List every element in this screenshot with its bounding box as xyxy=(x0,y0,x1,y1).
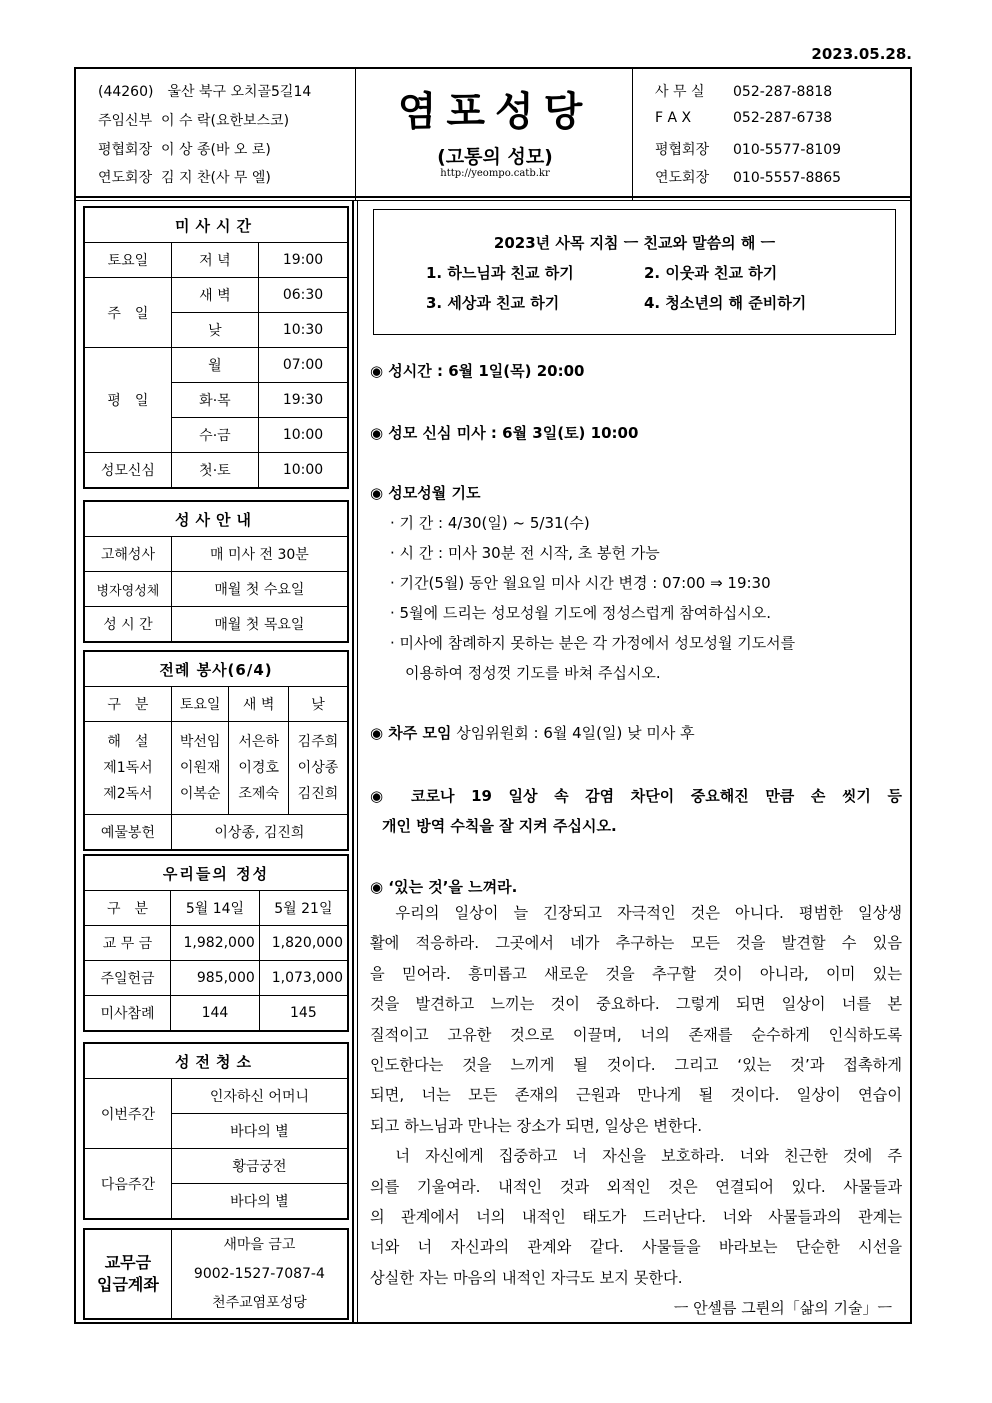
notice-detail: · 시 간 : 미사 30분 전 시작, 초 봉헌 가능 xyxy=(390,544,660,562)
saturday-label: 토요일 xyxy=(84,243,171,278)
notice-covid: ◉ 코로나 19 일상 속 감염 차단이 중요해진 만큼 손 씻기 등 xyxy=(370,787,902,805)
offerings-caption: 우리들의 정성 xyxy=(84,855,348,891)
header-divider-left xyxy=(355,67,356,200)
liturgy-roles xyxy=(84,722,171,815)
contact-fax xyxy=(655,110,832,126)
reflection-line: 너 자신에게 집중하고 너 자신을 보호하라. 너와 친근한 것에 주 xyxy=(370,1147,902,1166)
weekday-time: 10:00 xyxy=(259,418,348,453)
liturgy-header: 구 분 xyxy=(84,687,171,722)
reflection-source: ㅡ 안셀름 그륀의「삶의 기술」ㅡ xyxy=(673,1299,892,1317)
liturgy-header: 낮 xyxy=(288,687,348,722)
contact-value: 052-287-8818 xyxy=(733,84,833,100)
sacrament-value: 매월 첫 수요일 xyxy=(171,572,348,607)
notice-meeting xyxy=(370,722,695,743)
motto-item: 2. 이웃과 친교 하기 xyxy=(644,264,778,282)
sunday-time: 10:30 xyxy=(259,313,348,348)
meeting-detail: 상임위원회 : 6월 4일(일) 낮 미사 후 xyxy=(456,724,695,742)
server-name: 이복순 xyxy=(179,786,221,802)
reflection-line: 의 관계에서 너의 내적인 태도가 드러난다. 너와 사물들과의 관계는 xyxy=(370,1208,902,1227)
liturgy-header: 새 벽 xyxy=(229,687,289,722)
account-label-1: 교무금 xyxy=(104,1253,152,1272)
motto-item: 1. 하느님과 친교 하기 xyxy=(426,264,574,282)
sunday-slot: 새 벽 xyxy=(171,278,258,313)
next-week-label: 다음주간 xyxy=(84,1149,171,1220)
cleaning-caption: 성전청소 xyxy=(84,1043,348,1079)
church-title: 염포성당 xyxy=(397,89,593,135)
offerings-label: 미사참례 xyxy=(84,996,171,1032)
offering-value: 이상종, 김진희 xyxy=(171,815,348,851)
federation-label: 연도회장 xyxy=(98,170,153,186)
account-table xyxy=(83,1228,349,1320)
marian-label: 성모신심 xyxy=(84,453,171,489)
liturgy-header: 토요일 xyxy=(171,687,229,722)
offerings-value: 1,820,000 xyxy=(259,926,348,961)
contact-value: 052-287-6738 xyxy=(733,110,833,126)
server-name: 서은하 xyxy=(238,734,279,750)
account-label-2: 입금계좌 xyxy=(96,1275,159,1294)
federation-row xyxy=(98,167,271,187)
notice-holy-hour: ◉ 성시간 : 6월 1일(목) 20:00 xyxy=(370,362,585,380)
reflection-line: 되고 하느님과 만나는 장소가 되면, 일상은 변한다. xyxy=(370,1116,703,1135)
marian-slot: 첫·토 xyxy=(171,453,258,489)
notice-marian-mass: ◉ 성모 신심 미사 : 6월 3일(토) 10:00 xyxy=(370,424,639,442)
reflection-line: 활에 적응하라. 그곳에서 네가 추구하는 모든 것을 발견할 수 있음 xyxy=(370,934,902,953)
saturday-slot: 저 녁 xyxy=(171,243,258,278)
offerings-value: 144 xyxy=(171,996,260,1032)
weekday-slot: 화·목 xyxy=(171,383,258,418)
offerings-header: 구 분 xyxy=(84,891,171,926)
cleaning-group: 인자하신 어머니 xyxy=(171,1079,348,1114)
weekday-slot: 수·금 xyxy=(171,418,258,453)
offerings-value: 145 xyxy=(259,996,348,1032)
weekday-label: 평 일 xyxy=(84,348,171,453)
offerings-value: 985,000 xyxy=(171,961,260,996)
cleaning-group: 황금궁전 xyxy=(171,1149,348,1184)
contact-label: F A X xyxy=(655,110,692,126)
notice-detail: 이용하여 정성껏 기도를 바쳐 주십시오. xyxy=(405,664,661,682)
priest-row xyxy=(98,110,289,130)
server-name: 김진희 xyxy=(297,786,339,802)
sacrament-label: 병자영성체 xyxy=(84,572,171,607)
sunday-slot: 낮 xyxy=(171,313,258,348)
notice-detail: · 5월에 드리는 성모성월 기도에 정성스럽게 참여하십시오. xyxy=(390,604,771,622)
marian-time: 10:00 xyxy=(259,453,348,489)
reflection-line: 너와 너 자신과의 관계와 같다. 사물들을 바라보는 단순한 시선을 xyxy=(370,1238,902,1257)
weekday-time: 19:30 xyxy=(259,383,348,418)
council-label: 평협회장 xyxy=(98,142,153,158)
cleaning-group: 바다의 별 xyxy=(171,1114,348,1149)
reflection-title: ◉ ‘있는 것’을 느껴라. xyxy=(370,878,518,896)
notice-detail: · 미사에 참례하지 못하는 분은 각 가정에서 성모성월 기도서를 xyxy=(390,634,796,652)
council-name: 이 상 종(바 오 로) xyxy=(161,142,271,158)
account-holder: 천주교염포성당 xyxy=(212,1294,307,1311)
notice-detail: · 기 간 : 4/30(일) ~ 5/31(수) xyxy=(390,514,590,532)
offering-label: 예물봉헌 xyxy=(84,815,171,851)
contact-value: 010-5577-8109 xyxy=(733,142,842,158)
reflection-line: 의를 기울여라. 내적인 것과 외적인 것은 연결되어 있다. 사물들과 xyxy=(370,1177,902,1196)
reflection-line: 상실한 자는 마음의 내적인 자극도 보지 못한다. xyxy=(370,1268,683,1287)
role: 제1독서 xyxy=(103,760,153,776)
contact-office xyxy=(655,81,832,101)
sacrament-label: 성 시 간 xyxy=(84,607,171,643)
server-name: 조제숙 xyxy=(238,786,279,802)
sunday-time: 06:30 xyxy=(259,278,348,313)
weekday-time: 07:00 xyxy=(259,348,348,383)
contact-value: 010-5557-8865 xyxy=(733,170,842,186)
offerings-value: 1,073,000 xyxy=(259,961,348,996)
church-url[interactable]: http://yeompo.catb.kr xyxy=(440,168,550,179)
sacraments-table xyxy=(83,500,349,643)
sacrament-value: 매 미사 전 30분 xyxy=(171,537,348,572)
mass-times-caption: 미사시간 xyxy=(84,207,348,243)
liturgy-table xyxy=(83,650,349,851)
server-name: 이원재 xyxy=(179,760,221,776)
contact-label: 연도회장 xyxy=(655,170,710,186)
offerings-header: 5월 14일 xyxy=(171,891,260,926)
reflection-line: 것을 발견하고 느끼는 것이 중요하다. 그렇게 되면 일상이 너를 본 xyxy=(370,995,902,1014)
reflection-line: 질적이고 고유한 것으로 이끌며, 너의 존재를 순수하게 인식하도록 xyxy=(370,1025,902,1044)
this-week-label: 이번주간 xyxy=(84,1079,171,1149)
contact-label: 사 무 실 xyxy=(655,84,705,100)
sacraments-caption: 성사안내 xyxy=(84,501,348,537)
federation-name: 김 지 찬(사 무 엘) xyxy=(161,170,271,186)
cleaning-table xyxy=(83,1042,349,1220)
liturgy-saturday xyxy=(171,722,229,815)
cleaning-group: 바다의 별 xyxy=(171,1184,348,1220)
liturgy-caption: 전례 봉사(6/4) xyxy=(84,651,348,687)
server-name: 박선임 xyxy=(179,734,221,750)
motto-title: 2023년 사목 지침 ㅡ 친교와 말씀의 해 ㅡ xyxy=(493,234,776,252)
contact-label: 평협회장 xyxy=(655,142,710,158)
server-name: 김주희 xyxy=(297,734,339,750)
account-number: 9002-1527-7087-4 xyxy=(193,1265,325,1282)
role: 제2독서 xyxy=(103,786,153,802)
account-bank: 새마을 금고 xyxy=(223,1236,296,1253)
mass-times-table xyxy=(83,206,349,489)
reflection-line: 되면, 너는 모든 존재의 근원과 만나게 될 것이다. 일상이 연습이 xyxy=(370,1086,902,1105)
notice-may-prayer: ◉ 성모성월 기도 xyxy=(370,484,481,502)
offerings-label: 교 무 금 xyxy=(84,926,171,961)
liturgy-day xyxy=(288,722,348,815)
bulletin-date: 2023.05.28. xyxy=(811,45,912,63)
header-divider-right xyxy=(632,67,633,200)
offerings-value: 1,982,000 xyxy=(171,926,260,961)
header-rule xyxy=(74,196,912,198)
saturday-time: 19:00 xyxy=(259,243,348,278)
council-row xyxy=(98,139,271,159)
pastoral-motto-box xyxy=(373,209,896,335)
motto-item: 4. 청소년의 해 준비하기 xyxy=(644,294,807,312)
offerings-table xyxy=(83,854,349,1032)
contact-council xyxy=(655,139,841,159)
reflection-text xyxy=(370,898,902,1293)
sunday-label: 주 일 xyxy=(84,278,171,348)
weekday-slot: 월 xyxy=(171,348,258,383)
contact-federation xyxy=(655,167,841,187)
account-label xyxy=(84,1229,171,1319)
church-address: (44260) 울산 북구 오치골5길14 xyxy=(98,84,312,100)
liturgy-dawn xyxy=(229,722,289,815)
church-subtitle: (고통의 성모) xyxy=(437,146,553,168)
account-details xyxy=(171,1229,348,1319)
reflection-line: 인도한다는 것을 느끼게 될 것이다. 그리고 ‘있는 것’과 접촉하게 xyxy=(370,1056,902,1075)
sacrament-value: 매월 첫 목요일 xyxy=(171,607,348,643)
priest-name: 이 수 락(요한보스코) xyxy=(161,113,290,129)
meeting-title: ◉ 차주 모임 xyxy=(370,724,452,742)
offerings-header: 5월 21일 xyxy=(259,891,348,926)
reflection-line: 을 믿어라. 흥미롭고 새로운 것을 추구할 것이 아니라, 이미 있는 xyxy=(370,964,902,983)
sacrament-label: 고해성사 xyxy=(84,537,171,572)
server-name: 이경호 xyxy=(238,760,279,776)
motto-item: 3. 세상과 친교 하기 xyxy=(426,294,560,312)
server-name: 이상종 xyxy=(297,760,339,776)
reflection-line: 우리의 일상이 늘 긴장되고 자극적인 것은 아니다. 평범한 일상생 xyxy=(370,904,902,922)
role: 해 설 xyxy=(107,734,149,750)
notice-detail: · 기간(5월) 동안 월요일 미사 시간 변경 : 07:00 ⇒ 19:30 xyxy=(390,574,771,592)
notice-covid-2: 개인 방역 수칙을 잘 지켜 주십시오. xyxy=(382,817,617,835)
offerings-label: 주일헌금 xyxy=(84,961,171,996)
priest-label: 주임신부 xyxy=(98,113,153,129)
